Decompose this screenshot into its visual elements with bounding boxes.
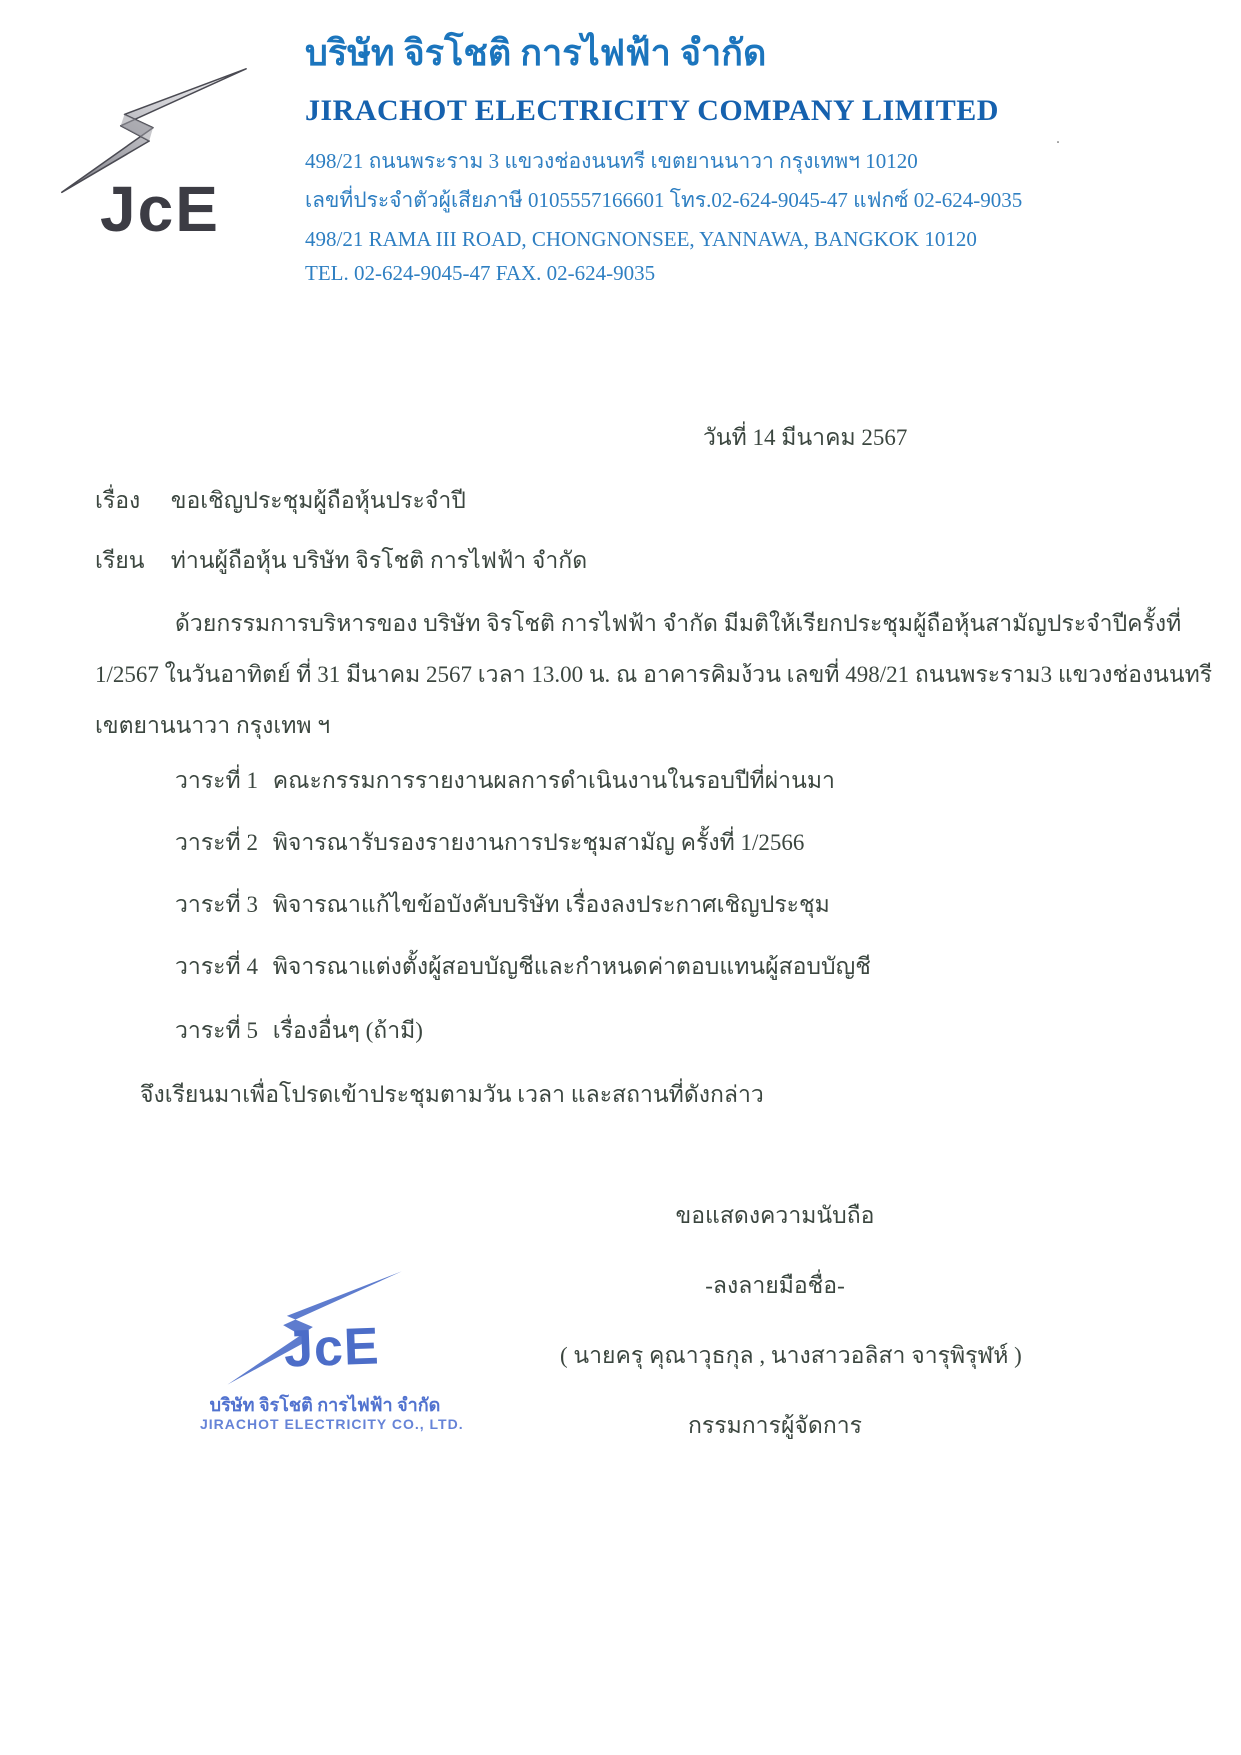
company-stamp bbox=[200, 1262, 464, 1452]
signoff-line: ขอแสดงความนับถือ bbox=[675, 1203, 875, 1228]
body-paragraph-line-1: ด้วยกรรมการบริหารของ บริษัท จิรโชติ การไฟฟ้า จำกัด มีมติให้เรียกประชุมผู้ถือหุ้นสามัญประจำปีครั้งที่ bbox=[175, 611, 1182, 636]
agenda-1-label: วาระที่ 1 bbox=[175, 768, 258, 793]
subject-label: เรื่อง bbox=[95, 488, 141, 513]
signatories-names: ( นายครุ คุณาวุธกุล , นางสาวอลิสา จารุพิรุฬห์ ) bbox=[560, 1343, 1022, 1368]
scan-artifact-dot: . bbox=[1056, 130, 1060, 147]
stamp-logo-text: JcE bbox=[283, 1317, 381, 1379]
agenda-3-label: วาระที่ 3 bbox=[175, 892, 258, 917]
agenda-2-text: พิจารณารับรองรายงานการประชุมสามัญ ครั้งที่ 1/2566 bbox=[272, 830, 805, 855]
subject-text: ขอเชิญประชุมผู้ถือหุ้นประจำปี bbox=[170, 488, 466, 513]
subject-line bbox=[95, 484, 466, 519]
date-line: วันที่ 14 มีนาคม 2567 bbox=[703, 425, 908, 450]
agenda-item-3 bbox=[175, 888, 830, 923]
address-english: 498/21 RAMA III ROAD, CHONGNONSEE, YANNAWA, BANGKOK 10120 bbox=[305, 227, 977, 251]
agenda-item-4 bbox=[175, 950, 871, 985]
closing-line: จึงเรียนมาเพื่อโปรดเข้าประชุมตามวัน เวลา และสถานที่ดังกล่าว bbox=[140, 1082, 764, 1107]
body-paragraph-line-3: เขตยานนาวา กรุงเทพ ฯ bbox=[95, 713, 331, 738]
logo-text: JcE bbox=[100, 173, 220, 245]
tax-id-phone-thai: เลขที่ประจำตัวผู้เสียภาษี 0105557166601 โทร.02-624-9045-47 แฟกซ์ 02-624-9035 bbox=[305, 188, 1023, 212]
company-name-english: JIRACHOT ELECTRICITY COMPANY LIMITED bbox=[305, 94, 999, 127]
company-name-thai: บริษัท จิรโชติ การไฟฟ้า จำกัด bbox=[305, 33, 767, 73]
agenda-5-label: วาระที่ 5 bbox=[175, 1018, 258, 1043]
tel-fax-english: TEL. 02-624-9045-47 FAX. 02-624-9035 bbox=[305, 261, 656, 285]
agenda-5-text: เรื่องอื่นๆ (ถ้ามี) bbox=[272, 1018, 423, 1043]
agenda-4-label: วาระที่ 4 bbox=[175, 954, 258, 979]
signature-placeholder: -ลงลายมือชื่อ- bbox=[705, 1273, 845, 1298]
agenda-item-2 bbox=[175, 826, 804, 861]
signature-title: กรรมการผู้จัดการ bbox=[687, 1413, 863, 1438]
salutation-text: ท่านผู้ถือหุ้น บริษัท จิรโชติ การไฟฟ้า จำกัด bbox=[170, 548, 588, 573]
body-paragraph-line-2: 1/2567 ในวันอาทิตย์ ที่ 31 มีนาคม 2567 เวลา 13.00 น. ณ อาคารคิมง้วน เลขที่ 498/21 ถนนพระราม3 แขวงช่องนนทรี bbox=[95, 662, 1213, 687]
agenda-item-1 bbox=[175, 764, 835, 799]
agenda-3-text: พิจารณาแก้ไขข้อบังคับบริษัท เรื่องลงประกาศเชิญประชุม bbox=[272, 892, 830, 917]
address-thai: 498/21 ถนนพระราม 3 แขวงช่องนนทรี เขตยานนาวา กรุงเทพฯ 10120 bbox=[305, 149, 918, 173]
salutation-line bbox=[95, 544, 587, 579]
agenda-item-5 bbox=[175, 1014, 423, 1049]
agenda-2-label: วาระที่ 2 bbox=[175, 830, 258, 855]
stamp-company-name-english: JIRACHOT ELECTRICITY CO., LTD. bbox=[200, 1416, 464, 1432]
agenda-1-text: คณะกรรมการรายงานผลการดำเนินงานในรอบปีที่ผ่านมา bbox=[272, 768, 835, 793]
stamp-company-name-thai: บริษัท จิรโชติ การไฟฟ้า จำกัด bbox=[209, 1395, 441, 1415]
agenda-4-text: พิจารณาแต่งตั้งผู้สอบบัญชีและกำหนดค่าตอบแทนผู้สอบบัญชี bbox=[272, 954, 871, 979]
signature-block bbox=[560, 1198, 1022, 1478]
salutation-label: เรียน bbox=[95, 548, 145, 573]
